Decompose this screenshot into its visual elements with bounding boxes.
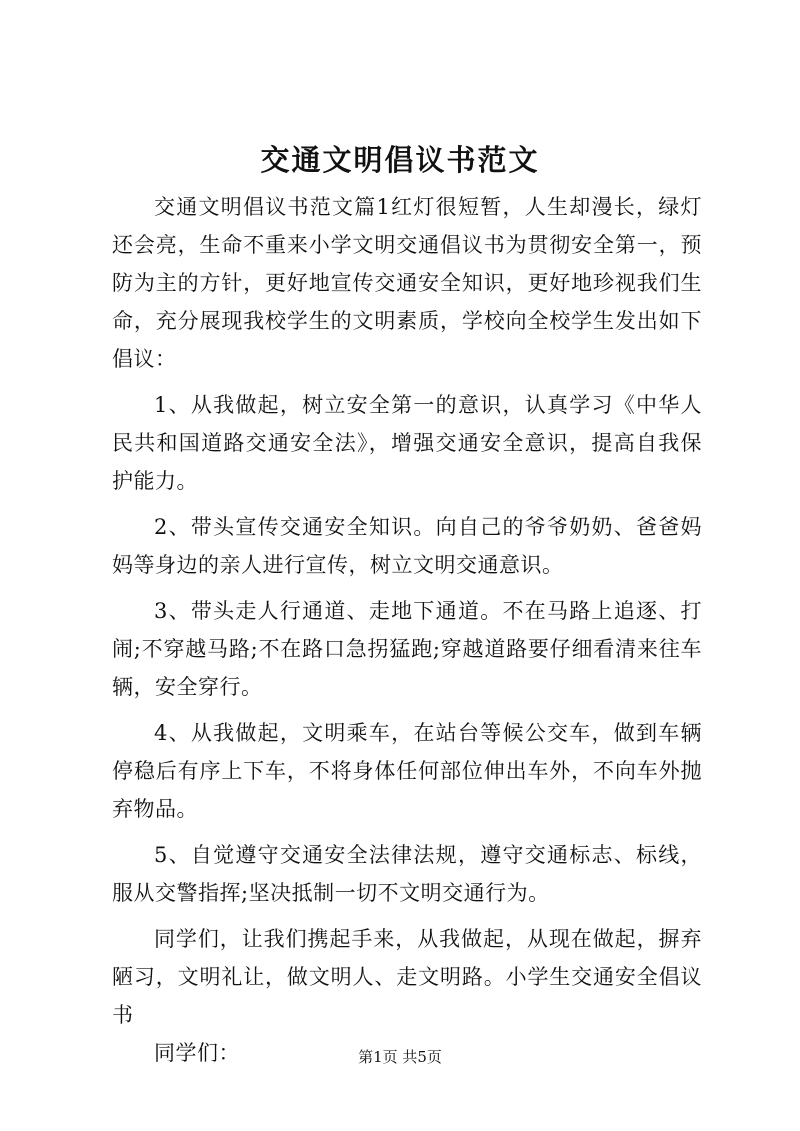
paragraph-item-5: 5、自觉遵守交通安全法律法规，遵守交通标志、标线，服从交警指挥;坚决抵制一切不文明交通行为。	[112, 843, 702, 905]
paragraph-item-4: 4、从我做起，文明乘车，在站台等候公交车，做到车辆停稳后有序上下车，不将身体任何部位伸出车外，不向车外抛弃物品。	[112, 721, 702, 821]
paragraph-item-2: 2、带头宣传交通安全知识。向自己的爷爷奶奶、爸爸妈妈等身边的亲人进行宣传，树立文明交通意识。	[112, 515, 702, 577]
paragraph-closing: 同学们，让我们携起手来，从我做起，从现在做起，摒弃陋习，文明礼让，做文明人、走文明路。小学生交通安全倡议书	[112, 927, 702, 1027]
document-body	[112, 188, 702, 1072]
document-title: 交通文明倡议书范文	[260, 143, 540, 177]
paragraph-item-3: 3、带头走人行通道、走地下通道。不在马路上追逐、打闹;不穿越马路;不在路口急拐猛跑;穿越道路要仔细看清来往车辆，安全穿行。	[112, 599, 702, 699]
paragraph-item-1: 1、从我做起，树立安全第一的意识，认真学习《中华人民共和国道路交通安全法》，增强交通安全意识，提高自我保护能力。	[112, 393, 702, 493]
page-number-footer: 第1页 共5页	[358, 1048, 442, 1066]
paragraph-salutation: 同学们：	[154, 1041, 240, 1065]
paragraph-intro: 交通文明倡议书范文篇1红灯很短暂，人生却漫长，绿灯还会亮，生命不重来小学文明交通倡议书为贯彻安全第一，预防为主的方针，更好地宣传交通安全知识，更好地珍视我们生命，充分展现我校学生的文明素质，学校向全校学生发出如下倡议：	[112, 195, 702, 371]
